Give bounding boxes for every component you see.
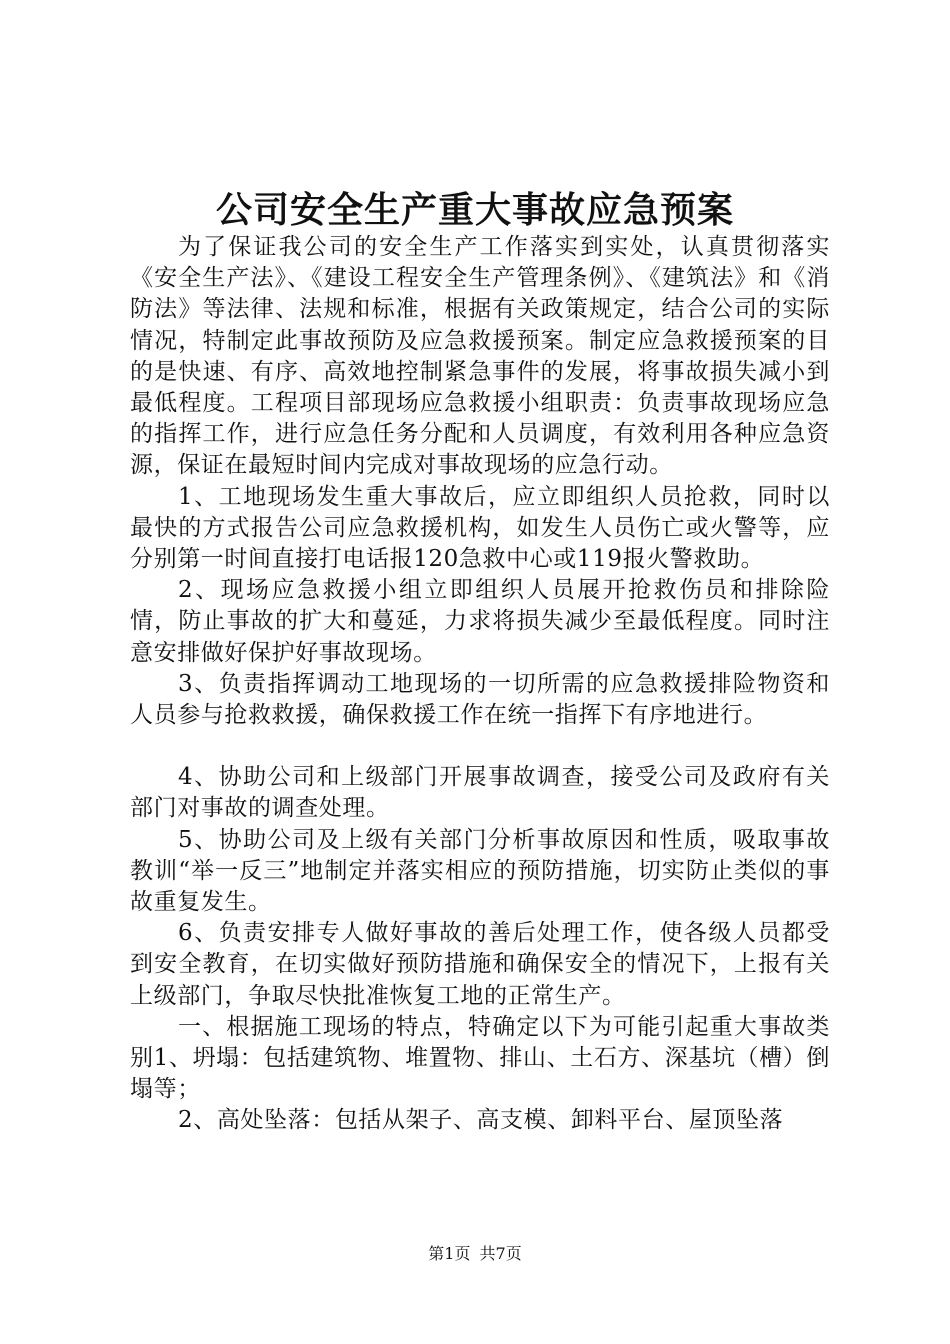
paragraph-item-3: 3、负责指挥调动工地现场的一切所需的应急救援排险物资和人员参与抢救救援，确保救援工作在统一指挥下有序地进行。 — [130, 670, 830, 729]
paragraph-item-4: 4、协助公司和上级部门开展事故调查，接受公司及政府有关部门对事故的调查处理。 — [130, 764, 830, 822]
paragraph-item-2: 2、现场应急救援小组立即组织人员展开抢救伤员和排除险情，防止事故的扩大和蔓延，力求将损失减少至最低程度。同时注意安排做好保护好事故现场。 — [130, 577, 830, 666]
page-footer — [0, 1244, 950, 1264]
document-body — [130, 232, 830, 1137]
paragraph-item-5: 5、协助公司及上级有关部门分析事故原因和性质，吸取事故教训“举一反三”地制定并落实相应的预防措施，切实防止类似的事故重复发生。 — [130, 826, 830, 916]
page-number: 第1页 — [428, 1244, 471, 1263]
paragraph-item-6: 6、负责安排专人做好事故的善后处理工作，使各级人员都受到安全教育，在切实做好预防措施和确保安全的情况下，上报有关上级部门，争取尽快批准恢复工地的正常生产。 — [130, 920, 830, 1009]
page-total: 共7页 — [479, 1244, 522, 1263]
paragraph-item-1: 1、工地现场发生重大事故后，应立即组织人员抢救，同时以最快的方式报告公司应急救援机构，如发生人员伤亡或火警等，应分别第一时间直接打电话报120急救中心或119报火警救助。 — [130, 483, 830, 573]
intro-paragraph: 为了保证我公司的安全生产工作落实到实处，认真贯彻落实《安全生产法》、《建设工程安全生产管理条例》、《建筑法》和《消防法》等法律、法规和标准，根据有关政策规定，结合公司的实际情况，特制定此事故预防及应急救援预案。制定应急救援预案的目的是快速、有序、高效地控制紧急事件的发展，将事故损失减小到最低程度。工程项目部现场应急救援小组职责：负责事故现场应急的指挥工作，进行应急任务分配和人员调度，有效利用各种应急资源，保证在最短时间内完成对事故现场的应急行动。 — [130, 234, 830, 479]
paragraph-section-1: 一、根据施工现场的特点，特确定以下为可能引起重大事故类别1、坍塌：包括建筑物、堆置物、排山、土石方、深基坑（槽）倒塌等； — [130, 1013, 830, 1103]
document-title: 公司安全生产重大事故应急预案 — [215, 189, 734, 231]
paragraph-section-1-item-2: 2、高处坠落：包括从架子、高支模、卸料平台、屋顶坠落 — [178, 1107, 784, 1134]
